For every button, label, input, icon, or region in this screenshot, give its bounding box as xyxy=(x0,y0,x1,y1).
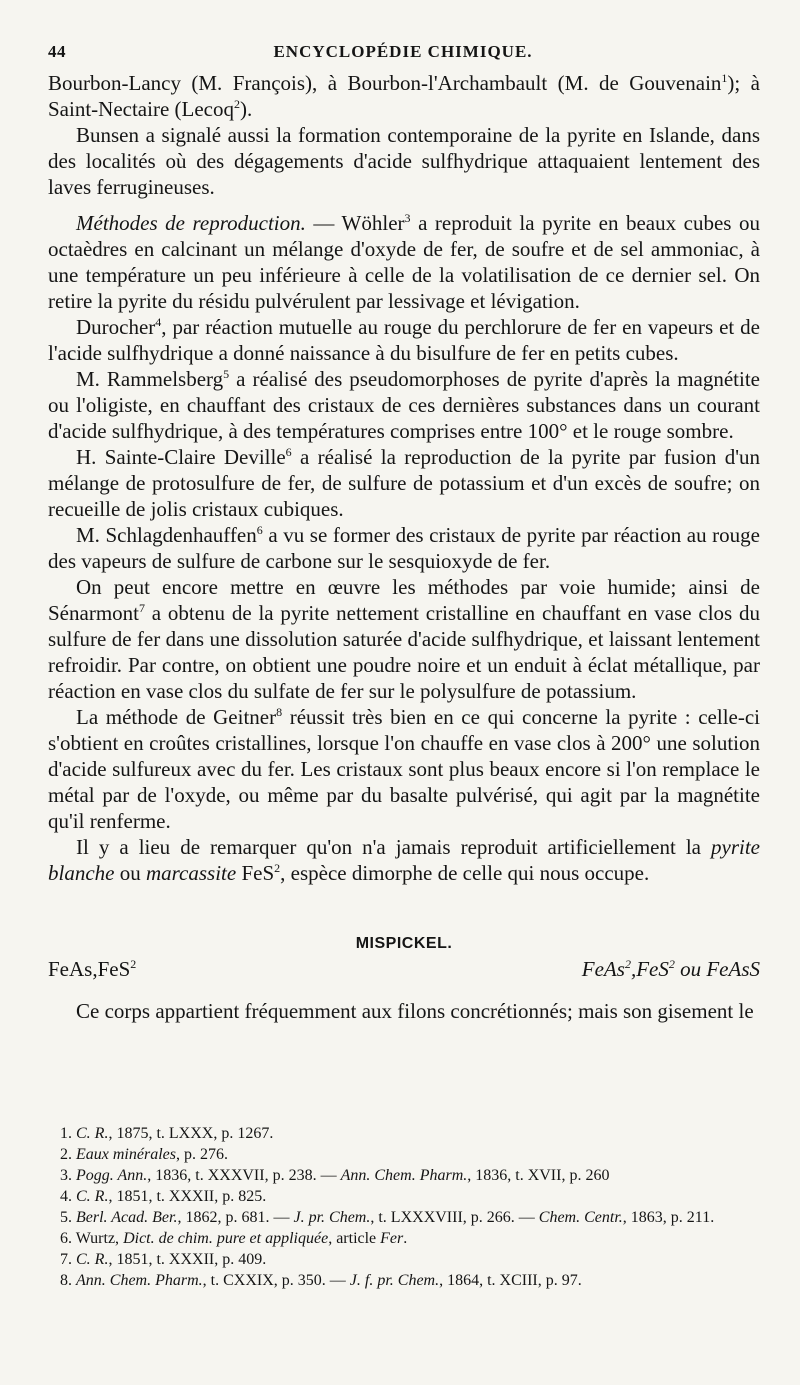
footnote-8 xyxy=(60,1270,760,1291)
footnote-number: 2. xyxy=(60,1146,72,1163)
source-title: Pogg. Ann. xyxy=(76,1167,148,1184)
footnote-ref: 4 xyxy=(155,315,162,329)
main-text xyxy=(48,70,760,1024)
footnote-5 xyxy=(60,1207,760,1228)
text: a réalisé la reproduction de la pyrite par fusion d'un mélange de protosulfure de fer, de sulfure de potassium et d'un excès de soufre; on recueille de jolis cristaux cubiques. xyxy=(48,445,760,521)
formula-left xyxy=(48,956,136,982)
formula-right xyxy=(582,956,760,982)
section-intro: Ce corps appartient fréquemment aux filons concrétionnés; mais son gisement le xyxy=(76,999,754,1023)
running-title: ENCYCLOPÉDIE CHIMIQUE. xyxy=(273,42,533,61)
text: Bourbon-Lancy (M. François), à Bourbon-l'Archambault (M. de Gouvenain xyxy=(48,71,722,95)
footnote-number: 8. xyxy=(60,1272,72,1289)
text: , 1836, t. XXXVII, p. 238. — xyxy=(147,1167,341,1184)
footnote-ref: 6 xyxy=(285,445,292,459)
source-title: C. R. xyxy=(76,1125,109,1142)
text: Durocher xyxy=(76,315,156,339)
source-title: C. R. xyxy=(76,1188,109,1205)
paragraph-5 xyxy=(48,366,760,444)
footnote-number: 1. xyxy=(60,1125,72,1142)
source-title: J. f. pr. Chem. xyxy=(349,1272,440,1289)
text: , article xyxy=(328,1230,381,1247)
footnote-3 xyxy=(60,1165,760,1186)
text: Il y a lieu de remarquer qu'on n'a jamais reproduit artificiellement la xyxy=(76,835,712,859)
source-title: Dict. de chim. pure et appliquée xyxy=(123,1230,329,1247)
text: ou FeAsS xyxy=(674,957,760,981)
paragraph-8 xyxy=(48,574,760,704)
paragraph-2: Bunsen a signalé aussi la formation contemporaine de la pyrite en Islande, dans des localités où des dégagements d'acide sulfhydrique attaquaient lentement des laves ferrugineuses. xyxy=(48,123,760,199)
italic-term: pyrite blanche xyxy=(48,835,760,885)
text: a obtenu de la pyrite nettement cristalline en chauffant en vase clos du sulfure de fer dans une dissolution saturée d'acide sulfhydrique, et laissant lentement refroidir. Par contre, on obtient une poudre noire et un enduit à éclat métallique, par réaction en vase clos du sulfate de fer sur le polysulfure de potassium. xyxy=(48,601,760,703)
text: ). xyxy=(240,97,253,121)
text: M. Rammelsberg xyxy=(76,367,224,391)
paragraph-10 xyxy=(48,834,760,886)
text: , 1836, t. XVII, p. 260 xyxy=(467,1167,610,1184)
text: FeAs xyxy=(581,957,625,981)
section-title-mispickel: MISPICKEL. xyxy=(355,935,453,952)
text: a réalisé des pseudomorphoses de pyrite d'après la magnétite ou l'oligiste, en chauffant des cristaux de ces dernières substances dans un courant d'acide sulfhydrique, à des températures comprises entre 100° et le rouge sombre. xyxy=(48,367,760,443)
source-title: Fer xyxy=(380,1230,404,1247)
formula-row xyxy=(48,956,760,982)
source-title: Eaux minérales xyxy=(76,1146,176,1163)
text: , 1875, t. LXXX, p. 1267. xyxy=(108,1125,274,1142)
source-title: Ann. Chem. Pharm. xyxy=(76,1272,203,1289)
text: , par réaction mutuelle au rouge du perchlorure de fer en vapeurs et de l'acide sulfhydrique a donné naissance à du bisulfure de fer en petits cubes. xyxy=(48,315,760,365)
footnote-ref: 5 xyxy=(223,367,230,381)
text: , espèce dimorphe de celle qui nous occupe. xyxy=(280,861,650,885)
page-header xyxy=(48,42,758,66)
source-title: C. R. xyxy=(76,1251,109,1268)
footnote-4 xyxy=(60,1186,760,1207)
footnote-number: 4. xyxy=(60,1188,72,1205)
footnote-ref: 7 xyxy=(138,601,145,615)
text: , 1863, p. 211. xyxy=(622,1209,715,1226)
text: réussit très bien en ce qui concerne la pyrite : celle-ci s'obtient en croûtes cristallines, lorsque l'on chauffe en vase clos à 200° une solution d'acide sulfureux avec du fer. Les cristaux sont plus beaux encore si l'on remplace le métal par de l'oxyde, ou même par du basalte pulvérisé, qui agit par la magnétite qu'il renferme. xyxy=(48,705,761,833)
text: La méthode de Geitner xyxy=(76,705,277,729)
text: FeAs,FeS xyxy=(48,957,131,981)
text: M. Schlagdenhauffen xyxy=(76,523,257,547)
text: , t. CXXIX, p. 350. — xyxy=(202,1272,350,1289)
text: a vu se former des cristaux de pyrite par réaction au rouge des vapeurs de sulfure de carbone sur le sesquioxyde de fer. xyxy=(48,523,760,573)
source-title: Berl. Acad. Ber. xyxy=(76,1209,178,1226)
superscript: 2 xyxy=(274,861,281,875)
text: , 1864, t. XCIII, p. 97. xyxy=(439,1272,582,1289)
text: , p. 276. xyxy=(175,1146,228,1163)
superscript: 2 xyxy=(668,957,675,971)
text: ,FeS xyxy=(630,957,669,981)
text: — Wöhler xyxy=(305,211,405,235)
footnotes xyxy=(60,1123,760,1291)
source-title: J. pr. Chem. xyxy=(293,1209,371,1226)
source-title: Chem. Centr. xyxy=(538,1209,623,1226)
footnote-ref: 3 xyxy=(404,211,411,225)
superscript: 2 xyxy=(130,957,137,971)
text: . xyxy=(403,1230,408,1247)
text: H. Sainte-Claire Deville xyxy=(76,445,286,469)
footnote-number: 7. xyxy=(60,1251,72,1268)
superscript: 2 xyxy=(624,957,631,971)
footnote-ref: 8 xyxy=(276,705,283,719)
text: Wurtz, xyxy=(75,1230,124,1247)
footnote-6 xyxy=(60,1228,760,1249)
footnote-number: 6. xyxy=(60,1230,72,1247)
text: On peut encore mettre en œuvre les méthodes par voie humide; ainsi de Sénarmont xyxy=(48,575,760,625)
paragraph-3 xyxy=(48,210,760,314)
text: , 1862, p. 681. — xyxy=(177,1209,294,1226)
text: FeS xyxy=(236,861,275,885)
text: a reproduit la pyrite en beaux cubes ou octaèdres en calcinant un mélange d'oxyde de fer, de soufre et de sel ammoniac, à une température un peu inférieure à celle de la volatilisation de ce dernier sel. On retire la pyrite du résidu pulvérulent par lessivage et lévigation. xyxy=(48,211,760,313)
footnote-1 xyxy=(60,1123,760,1144)
page-number: 44 xyxy=(48,42,66,61)
footnote-ref: 1 xyxy=(721,71,728,85)
paragraph-7 xyxy=(48,522,760,574)
text: ); à Saint-Nectaire (Lecoq xyxy=(48,71,760,121)
paragraph-1 xyxy=(48,70,760,122)
text: , t. LXXXVIII, p. 266. — xyxy=(370,1209,539,1226)
paragraph-9 xyxy=(48,704,760,834)
section-heading-reproduction: Méthodes de reproduction. xyxy=(76,211,306,235)
source-title: Ann. Chem. Pharm. xyxy=(340,1167,468,1184)
footnote-number: 5. xyxy=(60,1209,72,1226)
text: , 1851, t. XXXII, p. 409. xyxy=(108,1251,267,1268)
italic-term: marcassite xyxy=(145,861,237,885)
footnote-ref: 6 xyxy=(256,523,263,537)
footnote-7 xyxy=(60,1249,760,1270)
paragraph-6 xyxy=(48,444,760,522)
paragraph-4 xyxy=(48,314,760,366)
footnote-2 xyxy=(60,1144,760,1165)
footnote-ref: 2 xyxy=(234,97,240,111)
text: , 1851, t. XXXII, p. 825. xyxy=(108,1188,267,1205)
footnote-number: 3. xyxy=(60,1167,72,1184)
text: ou xyxy=(114,861,146,885)
